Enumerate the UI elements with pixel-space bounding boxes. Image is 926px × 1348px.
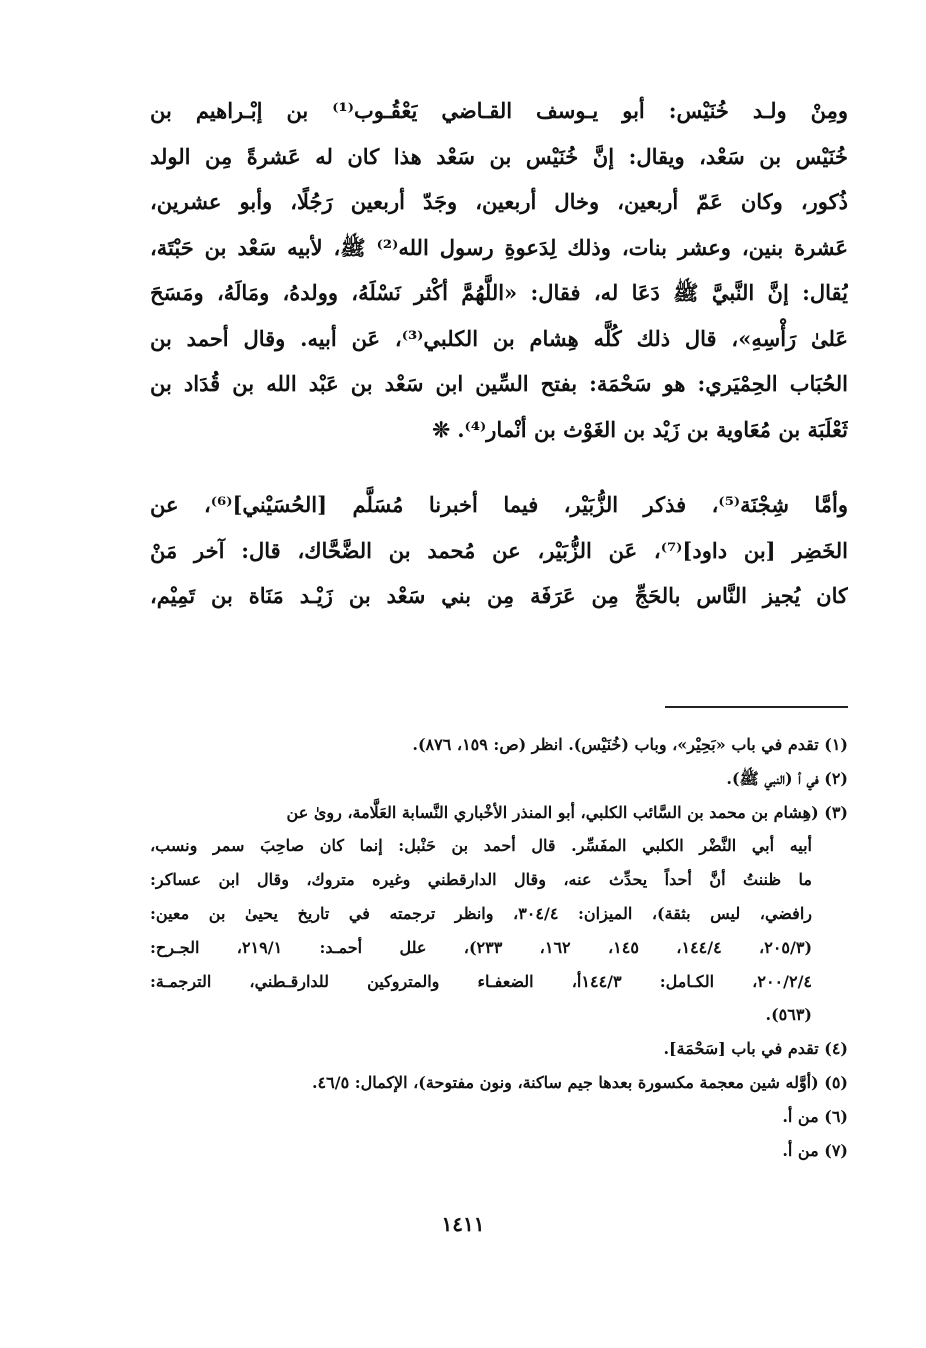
footnote-3: (٣) (هِشام بن محمد بن السَّائب الكلبي، أبو المنذر الأخْباري النَّسابة العَلَّامة، روىٰ عن [286, 802, 848, 822]
footnote-divider [665, 706, 848, 708]
text-line: الخَضِر [بن داود]⁽⁷⁾، عَن الزُّبَيْر، عن مُحمد بن الضَّحَّاك، قال: آخر مَنْ [150, 537, 848, 563]
text-line: ومِنْ ولـد خُنَيْس: أبو يـوسف القـاضي يَعْقُـوب⁽¹⁾ بن إبْـراهيم بن [150, 98, 848, 123]
footnote-6: (٦) من أ. [782, 1106, 848, 1126]
footnote-1: (١) تقدم في باب «بَحِيْر»، وباب (خُنَيْس). انظر (ص: ١٥٩، ٨٧٦). [412, 735, 848, 754]
text-line: الحُبَاب الحِمْيَري: هو سَحْمَة: بفتح السِّين ابن سَعْد بن عَبْد الله بن قُدَاد بن [150, 371, 848, 396]
footnote-3-line: أبيه أبي النَّضْر الكلبي المفَسِّر. قال أحمد بن حَنْبل: إنما كان صاحِبَ سمر ونسب، [150, 836, 813, 856]
footnote-4: (٤) تقدم في باب [سَحْمَة]. [663, 1039, 848, 1059]
text-line: ذُكور، وكان عَمّ أربعين، وخال أربعين، وجَدّ أربعين رَجُلًا، وأبو عشرين، [150, 189, 848, 214]
text-line: عَشرة بنين، وعشر بنات، وذلك لِدَعوةِ رسول الله⁽²⁾ ﷺ، لأبيه سَعْد بن حَبْتَة، [150, 234, 848, 260]
main-text [150, 88, 848, 619]
footnote-3-line: (٥٦٣). [765, 1005, 812, 1025]
text-line: عَلىٰ رَأْسِهِ»، قال ذلك كُلَّه هِشام بن الكلبي⁽³⁾، عَن أبيه. وقال أحمد بن [150, 325, 848, 351]
footnote-3-line: ما ظننتُ أنَّ أحداً يحدِّث عنه، وقال الدارقطني وغيره متروك، وقال ابن عساكر: [150, 870, 812, 890]
footnote-3-line: (٢٠٥/٣، ١٤٤/٤، ١٤٥، ١٦٢، ٢٣٣)، علل أحمـد: ٢١٩/١، الجـرح: [150, 937, 813, 957]
footnote-3-line: رافضي، ليس بثقة)، الميزان: ٣٠٤/٤، وانظر ترجمته في تاريخ يحيىٰ بن معين: [150, 903, 813, 923]
text-line: وأمَّا شِجْنَة⁽⁵⁾، فذكر الزُّبَيْر، فيما أخبرنا مُسَلَّم [الحُسَيْني]⁽⁶⁾، عن [150, 492, 848, 517]
paragraph-1 [150, 88, 848, 452]
text-line: ثَعْلَبَة بن مُعَاوية بن زَيْد بن الغَوْث بن أنْمار⁽⁴⁾. ❊ [432, 416, 848, 442]
page-number: ١٤١١ [441, 1212, 485, 1236]
text-line: خُنَيْس بن سَعْد، ويقال: إنَّ خُنَيْس بن سَعْد هذا كان له عَشرةً مِن الولد [150, 143, 848, 169]
footnote-3-line: ٢٠٠/٢/٤، الكـامل: ١٤٤/٣أ، الضعفـاء والمتروكين للدارقـطني، الترجمـة: [150, 971, 812, 991]
paragraph-2 [150, 482, 848, 619]
footnote-2: (٢) في أ (النبي ﷺ). [726, 768, 848, 788]
footnote-7: (٧) من أ. [782, 1140, 848, 1160]
text-line: يُقال: إنَّ النَّبيَّ ﷺ دَعَا له، فقال: «اللَّهُمَّ أكْثر نَسْلَهُ، وولدهُ، ومَالَهُ، ومَسَحَ [150, 280, 848, 305]
footnotes [150, 728, 848, 1167]
text-line: كان يُجيز النَّاس بالحَجِّ مِن عَرَفَة مِن بني سَعْد بن زَيْـد مَنَاة بن تَمِيْم، [150, 583, 848, 608]
footnote-5: (٥) (أوَّله شين معجمة مكسورة بعدها جيم ساكنة، ونون مفتوحة)، الإكمال: ٤٦/٥. [311, 1072, 848, 1092]
